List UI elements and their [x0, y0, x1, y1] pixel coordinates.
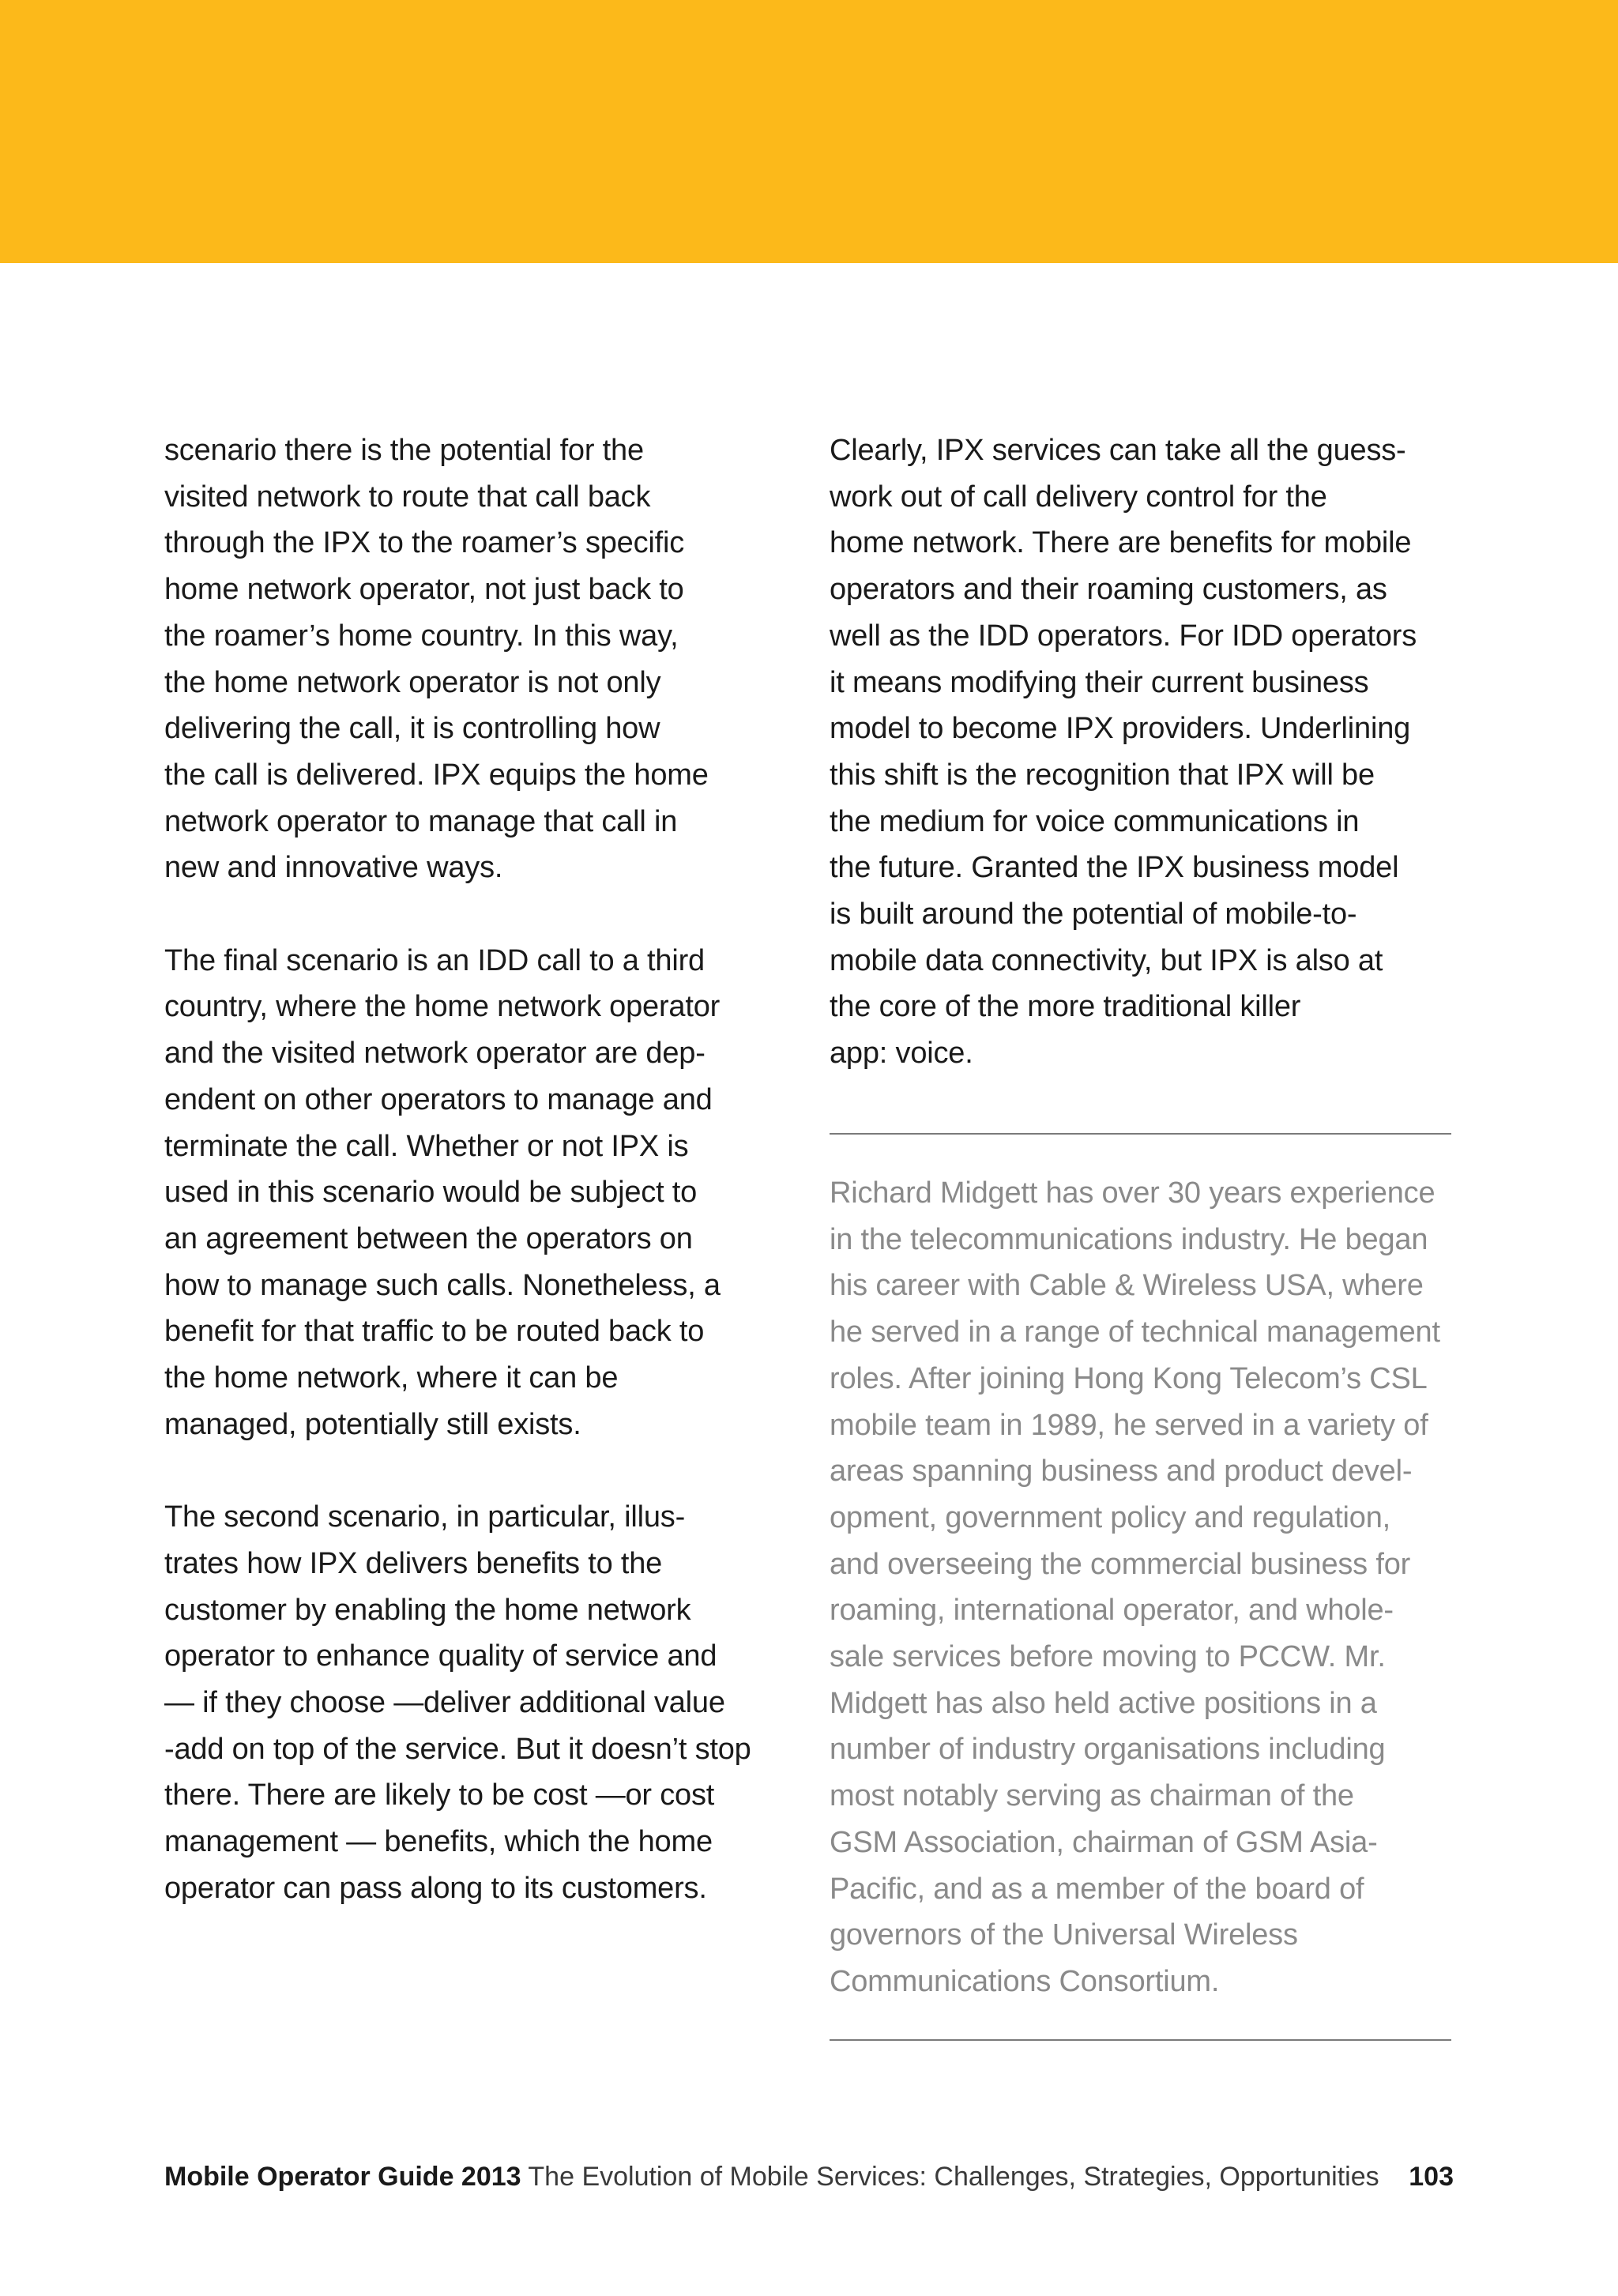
text-line: trates how IPX delivers benefits to the [164, 1546, 663, 1580]
bio-line: GSM Association, chairman of GSM Asia- [830, 1825, 1378, 1859]
text-line: mobile data connectivity, but IPX is also at [830, 943, 1383, 977]
text-line: well as the IDD operators. For IDD operators [830, 619, 1417, 653]
text-line: operator can pass along to its customers. [164, 1871, 707, 1905]
text-line: delivering the call, it is controlling how [164, 712, 660, 746]
text-line: Clearly, IPX services can take all the guess- [830, 434, 1406, 467]
text-line: it means modifying their current business [830, 665, 1369, 699]
footer-subtitle: The Evolution of Mobile Services: Challenges, Strategies, Opportunities [528, 2162, 1379, 2192]
bio-line: Richard Midgett has over 30 years experience [830, 1176, 1436, 1210]
bio-line: in the telecommunications industry. He began [830, 1222, 1428, 1256]
bio-line: Communications Consortium. [830, 1964, 1220, 1998]
text-line: the future. Granted the IPX business model [830, 851, 1399, 885]
text-line: app: voice. [830, 1037, 973, 1071]
bio-line: most notably serving as chairman of the [830, 1779, 1354, 1813]
text-line: country, where the home network operator [164, 990, 721, 1024]
text-line: benefit for that traffic to be routed back to [164, 1315, 705, 1349]
left-column [164, 427, 796, 1911]
paragraph-final-scenario [164, 938, 796, 1448]
text-line: the roamer’s home country. In this way, [164, 619, 679, 653]
bio-line: his career with Cable & Wireless USA, where [830, 1269, 1424, 1303]
bio-line: roaming, international operator, and whole- [830, 1594, 1394, 1628]
text-line: there. There are likely to be cost —or cost [164, 1778, 715, 1812]
text-line: the core of the more traditional killer [830, 990, 1301, 1024]
text-line: an agreement between the operators on [164, 1221, 693, 1255]
text-line: home network. There are benefits for mobile [830, 526, 1412, 560]
page-footer [164, 2157, 1454, 2196]
text-line: this shift is the recognition that IPX will be [830, 758, 1375, 792]
right-column [830, 427, 1454, 1077]
text-line: through the IPX to the roamer’s specific [164, 526, 685, 560]
text-line: customer by enabling the home network [164, 1593, 691, 1627]
text-line: endent on other operators to manage and [164, 1082, 713, 1116]
author-bio [830, 1170, 1454, 2005]
text-line: the home network operator is not only [164, 665, 661, 699]
text-line: and the visited network operator are dep- [164, 1037, 706, 1071]
text-line: scenario there is the potential for the [164, 434, 644, 467]
text-line: home network operator, not just back to [164, 573, 684, 607]
text-line: managed, potentially still exists. [164, 1407, 581, 1441]
footer-guide-title: Mobile Operator Guide 2013 [164, 2162, 521, 2192]
text-line: operator to enhance quality of service and [164, 1639, 717, 1673]
text-line: network operator to manage that call in [164, 804, 678, 838]
text-line: used in this scenario would be subject to [164, 1176, 698, 1210]
bio-line: areas spanning business and product devel- [830, 1455, 1413, 1489]
text-line: is built around the potential of mobile-to- [830, 898, 1357, 932]
text-line: management — benefits, which the home [164, 1825, 713, 1859]
text-line: work out of call delivery control for the [830, 480, 1327, 514]
paragraph-second-scenario [164, 1494, 796, 1911]
header-color-band [0, 0, 1618, 263]
paragraph-gap [164, 891, 796, 938]
text-line: the call is delivered. IPX equips the home [164, 758, 709, 792]
paragraph-scenario [164, 427, 796, 891]
text-line: The second scenario, in particular, illus- [164, 1500, 686, 1534]
bio-line: and overseeing the commercial business for [830, 1547, 1411, 1581]
text-line: — if they choose —deliver additional value [164, 1685, 725, 1719]
bio-line: governors of the Universal Wireless [830, 1918, 1298, 1952]
page-number: 103 [1409, 2162, 1454, 2192]
bio-line: roles. After joining Hong Kong Telecom’s CSL [830, 1361, 1428, 1395]
text-line: how to manage such calls. Nonetheless, a [164, 1268, 721, 1302]
bio-line: Pacific, and as a member of the board of [830, 1872, 1364, 1906]
text-line: the home network, where it can be [164, 1361, 619, 1395]
text-line: terminate the call. Whether or not IPX is [164, 1129, 689, 1163]
text-line: -add on top of the service. But it doesn’t stop [164, 1732, 751, 1766]
bio-line: he served in a range of technical management [830, 1315, 1440, 1349]
text-line: the medium for voice communications in [830, 804, 1360, 838]
text-line: operators and their roaming customers, as [830, 573, 1387, 607]
paragraph-gap [164, 1447, 796, 1494]
bio-line: mobile team in 1989, he served in a variety of [830, 1408, 1428, 1442]
bio-line: number of industry organisations including [830, 1733, 1386, 1767]
paragraph-conclusion [830, 427, 1454, 1077]
text-line: visited network to route that call back [164, 480, 651, 514]
bio-divider-top [830, 1133, 1451, 1135]
text-line: The final scenario is an IDD call to a third [164, 943, 705, 977]
bio-line: Midgett has also held active positions in a [830, 1686, 1377, 1720]
text-line: model to become IPX providers. Underlining [830, 712, 1411, 746]
bio-line: sale services before moving to PCCW. Mr. [830, 1640, 1386, 1674]
text-line: new and innovative ways. [164, 851, 503, 885]
bio-divider-bottom [830, 2039, 1451, 2041]
bio-line: opment, government policy and regulation, [830, 1500, 1391, 1534]
